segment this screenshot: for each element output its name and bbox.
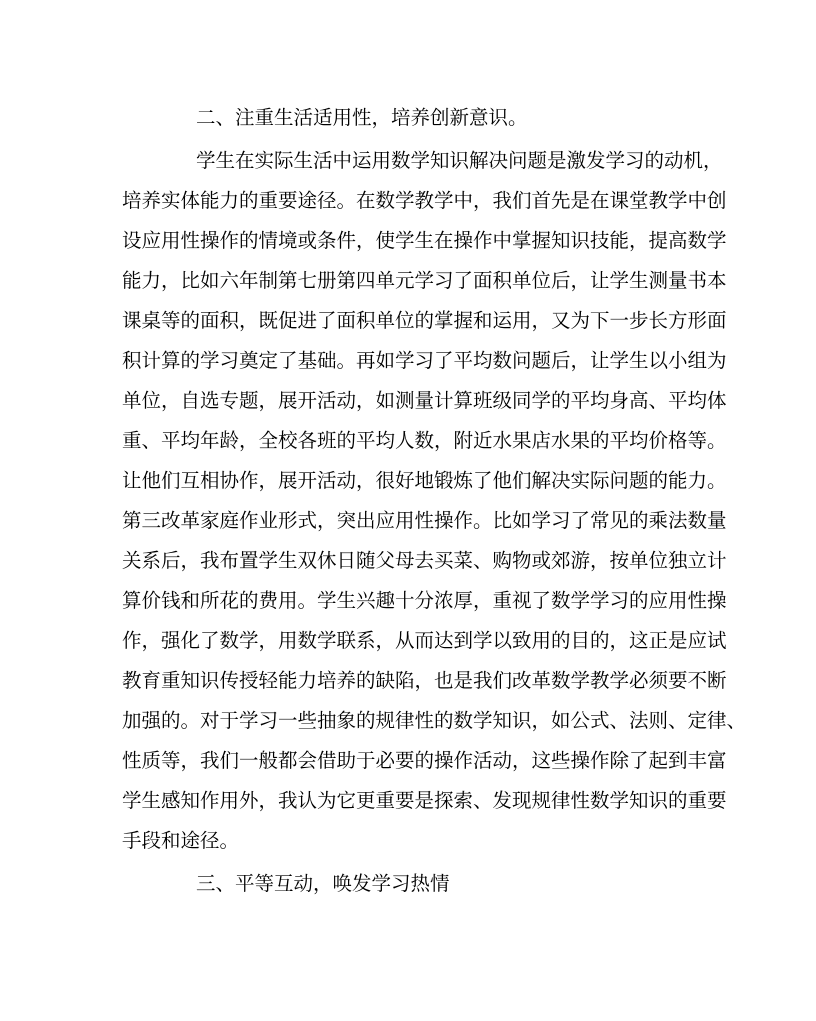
paragraph-line: 性质等，我们一般都会借助于必要的操作活动，这些操作除了起到丰富 bbox=[122, 749, 727, 772]
paragraph-line: 作，强化了数学，用数学联系，从而达到学以致用的目的，这正是应试 bbox=[122, 629, 727, 652]
section-heading-3: 三、平等互动，唤发学习热情 bbox=[196, 872, 450, 895]
paragraph-line: 教育重知识传授轻能力培养的缺陷，也是我们改革数学教学必须要不断 bbox=[122, 669, 727, 692]
paragraph-line: 第三改革家庭作业形式，突出应用性操作。比如学习了常见的乘法数量 bbox=[122, 509, 727, 532]
paragraph-line: 加强的。对于学习一些抽象的规律性的数学知识，如公式、法则、定律、 bbox=[122, 709, 747, 732]
section-heading-2: 二、注重生活适用性，培养创新意识。 bbox=[196, 106, 528, 129]
paragraph-line: 算价钱和所花的费用。学生兴趣十分浓厚，重视了数学学习的应用性操 bbox=[122, 589, 727, 612]
paragraph-line: 积计算的学习奠定了基础。再如学习了平均数问题后，让学生以小组为 bbox=[122, 349, 727, 372]
paragraph-line: 重、平均年龄，全校各班的平均人数，附近水果店水果的平均价格等。 bbox=[122, 429, 727, 452]
paragraph-line: 课桌等的面积，既促进了面积单位的掌握和运用，又为下一步长方形面 bbox=[122, 309, 727, 332]
paragraph-line: 设应用性操作的情境或条件，使学生在操作中掌握知识技能，提高数学 bbox=[122, 229, 727, 252]
paragraph-line: 培养实体能力的重要途径。在数学教学中，我们首先是在课堂教学中创 bbox=[122, 189, 727, 212]
paragraph-line: 手段和途径。 bbox=[122, 829, 240, 852]
paragraph-line: 学生感知作用外，我认为它更重要是探索、发现规律性数学知识的重要 bbox=[122, 789, 727, 812]
paragraph-line: 让他们互相协作，展开活动，很好地锻炼了他们解决实际问题的能力。 bbox=[122, 469, 727, 492]
paragraph-line: 单位，自选专题，展开活动，如测量计算班级同学的平均身高、平均体 bbox=[122, 389, 727, 412]
paragraph-line: 学生在实际生活中运用数学知识解决问题是激发学习的动机， bbox=[196, 149, 723, 172]
paragraph-line: 关系后，我布置学生双休日随父母去买菜、购物或郊游，按单位独立计 bbox=[122, 549, 727, 572]
paragraph-line: 能力，比如六年制第七册第四单元学习了面积单位后，让学生测量书本 bbox=[122, 269, 727, 292]
